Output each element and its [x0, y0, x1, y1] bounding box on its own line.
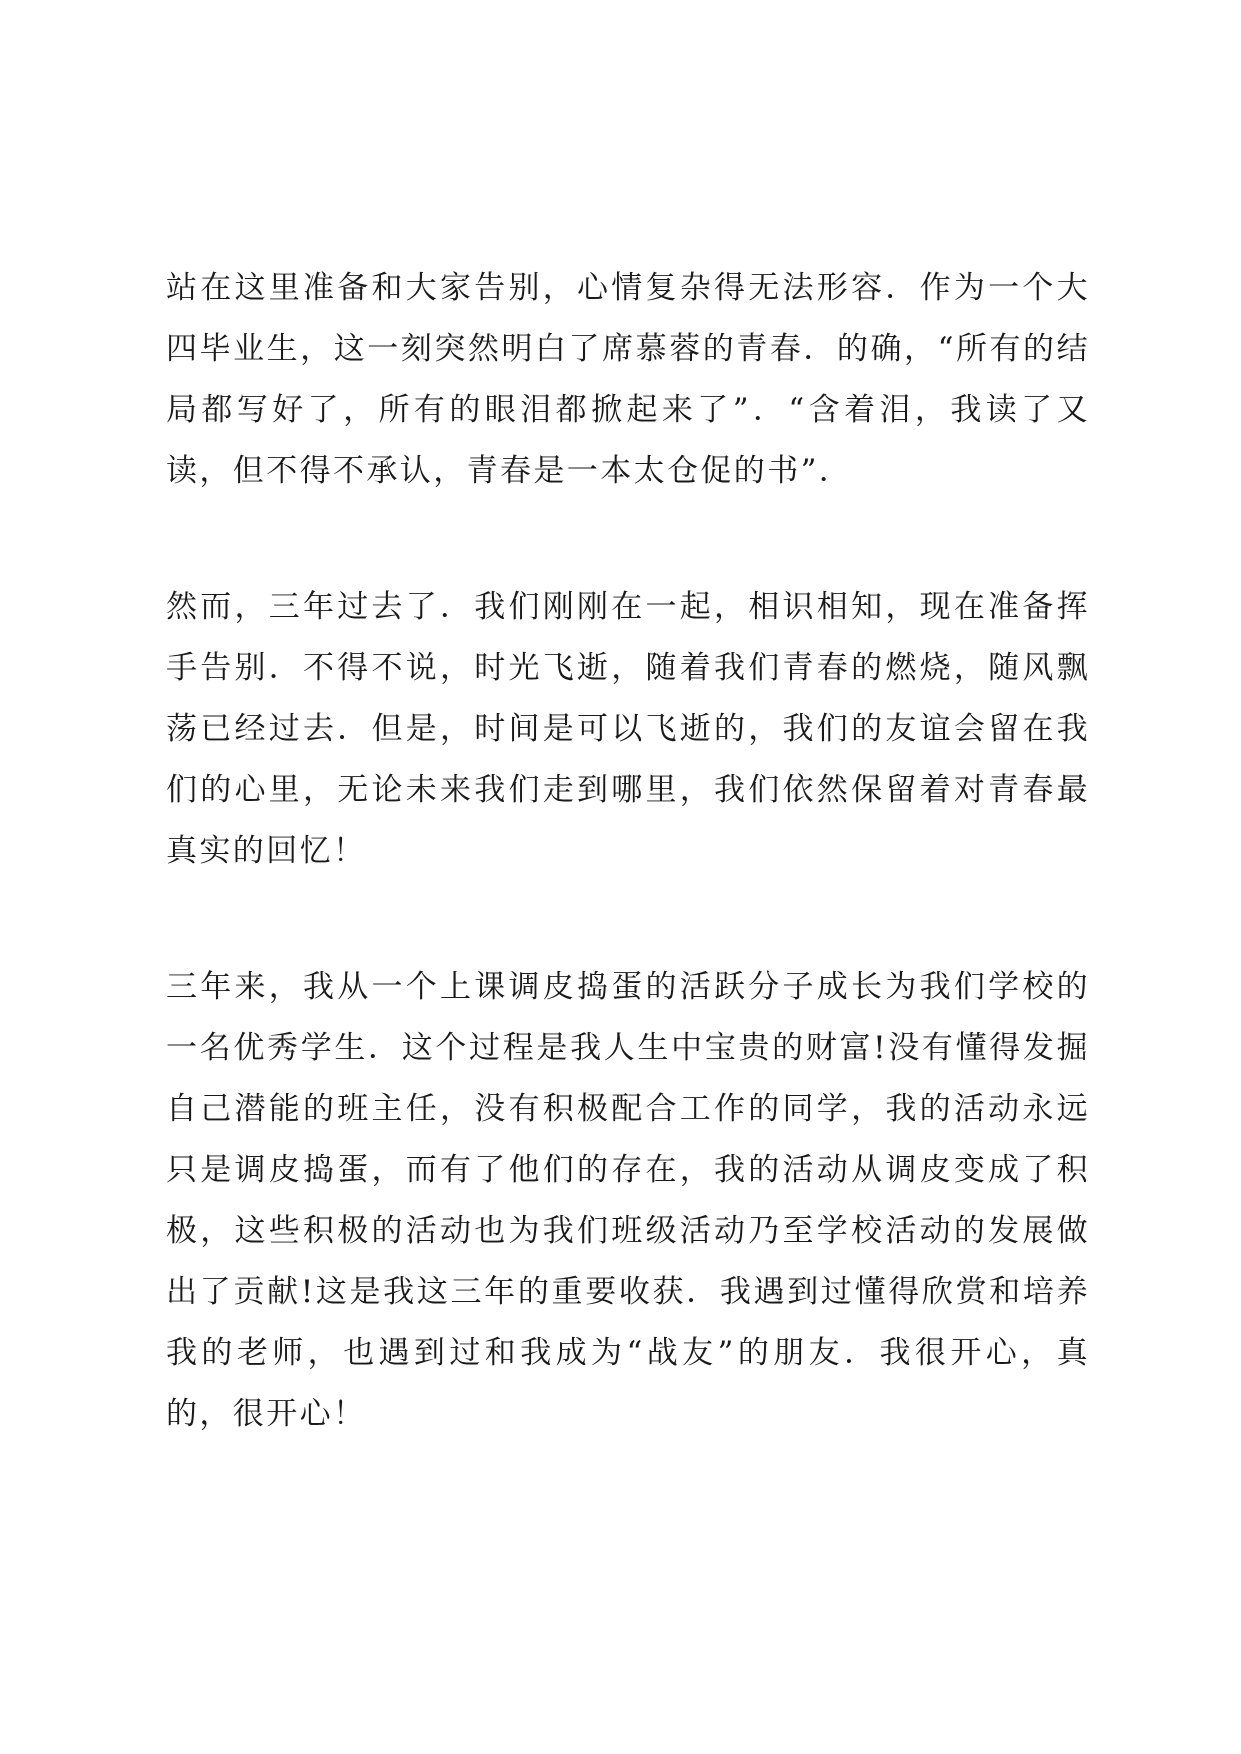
paragraph-farewell: 站在这里准备和大家告别，心情复杂得无法形容．作为一个大四毕业生，这一刻突然明白了席慕蓉的青春．的确，“所有的结局都写好了，所有的眼泪都掀起来了”．“含着泪，我读了又读，但不得不承认，青春是一本太仓促的书”．	[166, 270, 1090, 489]
paragraph-growth: 三年来，我从一个上课调皮捣蛋的活跃分子成长为我们学校的一名优秀学生．这个过程是我人生中宝贵的财富!没有懂得发掘自己潜能的班主任，没有积极配合工作的同学，我的活动永远只是调皮捣蛋，而有了他们的存在，我的活动从调皮变成了积极，这些积极的活动也为我们班级活动乃至学校活动的发展做出了贡献!这是我这三年的重要收获．我遇到过懂得欣赏和培养我的老师，也遇到过和我成为“战友”的朋友．我很开心，真的，很开心！	[166, 969, 1090, 1432]
document-body	[166, 258, 1090, 1445]
paragraph-three-years: 然而，三年过去了．我们刚刚在一起，相识相知，现在准备挥手告别．不得不说，时光飞逝，随着我们青春的燃烧，随风飘荡已经过去．但是，时间是可以飞逝的，我们的友谊会留在我们的心里，无论未来我们走到哪里，我们依然保留着对青春最真实的回忆！	[166, 589, 1090, 869]
